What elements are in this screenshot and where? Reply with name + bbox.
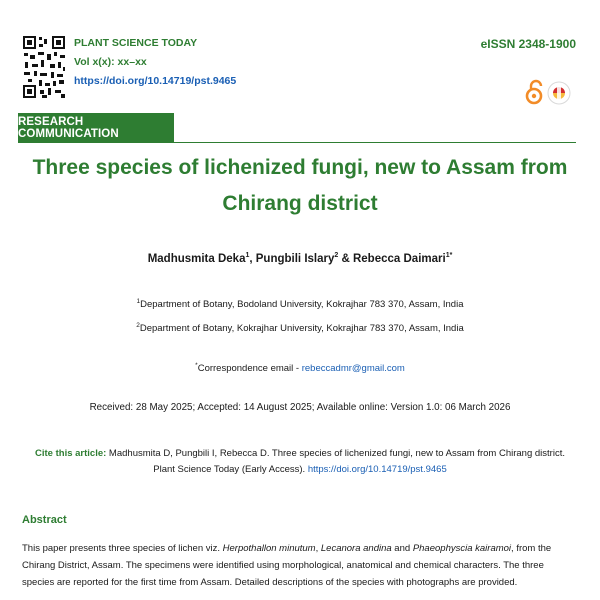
access-icons — [522, 78, 572, 106]
abstract-fragment: , — [315, 543, 321, 554]
article-type-banner: RESEARCH COMMUNICATION — [18, 113, 174, 143]
abstract-heading: Abstract — [22, 514, 67, 526]
author-name: Madhusmita Deka — [147, 252, 246, 265]
crossmark-icon[interactable] — [548, 82, 570, 104]
journal-name: PLANT SCIENCE TODAY — [74, 37, 198, 49]
open-access-icon[interactable] — [527, 81, 541, 103]
correspondence-label: Correspondence email - — [197, 363, 302, 375]
author-separator: , — [249, 252, 256, 265]
correspondence-email-link[interactable]: rebeccadmr@gmail.com — [301, 363, 405, 375]
correspondence — [0, 362, 600, 374]
species-name: Herpothallon minutum — [222, 543, 316, 554]
affiliation-text: Department of Botany, Kokrajhar University, Kokrajhar 783 370, Assam, India — [139, 323, 464, 335]
affiliation-mark: 1 — [136, 298, 141, 305]
citation-journal: Plant Science Today (Early Access). — [153, 464, 308, 475]
eissn: eISSN 2348-1900 — [480, 37, 576, 51]
abstract-fragment: , from the Chirang District, Assam. The specimens were identified using morphological, anatomical and chemical characters. The three species are reported for the first time from Assam. Detailed descriptions of the species with photographs are provided. — [22, 543, 552, 588]
author-affiliation-mark: 2 — [334, 252, 339, 259]
journal-info — [74, 34, 236, 91]
abstract-text — [22, 540, 578, 591]
journal-volume: Vol x(x): xx–xx — [74, 56, 147, 68]
citation-doi-link[interactable]: https://doi.org/10.14719/pst.9465 — [307, 464, 447, 475]
header-divider — [174, 142, 576, 143]
abstract-fragment: This paper presents three species of lichen viz. — [22, 543, 223, 554]
citation-label: Cite this article: — [35, 448, 107, 459]
species-name: Phaeophyscia kairamoi — [412, 543, 512, 554]
correspondence-mark: * — [195, 362, 198, 369]
article-title: Three species of lichenized fungi, new to Assam from Chirang district — [32, 156, 568, 215]
affiliation-mark: 2 — [136, 322, 140, 329]
author-affiliation-mark: 1 — [245, 252, 250, 259]
affiliation — [0, 298, 600, 310]
citation — [30, 446, 570, 478]
publication-dates: Received: 28 May 2025; Accepted: 14 August 2025; Available online: Version 1.0: 06 March 2026 — [89, 402, 511, 413]
citation-text: Madhusmita D, Pungbili I, Rebecca D. Three species of lichenized fungi, new to Assam from Chirang district. — [106, 448, 565, 459]
species-name: Lecanora andina — [320, 543, 392, 554]
author-name: Pungbili Islary — [255, 252, 335, 265]
author-list — [0, 252, 600, 265]
abstract-fragment: and — [391, 543, 413, 554]
doi-link[interactable]: https://doi.org/10.14719/pst.9465 — [74, 75, 237, 87]
author-separator: & — [338, 252, 353, 265]
qr-code-icon — [22, 35, 66, 99]
affiliation-text: Department of Botany, Bodoland University, Kokrajhar 783 370, Assam, India — [140, 299, 464, 311]
affiliation — [0, 322, 600, 334]
author-affiliation-mark: 1* — [445, 252, 453, 259]
author-name: Rebecca Daimari — [352, 252, 446, 265]
